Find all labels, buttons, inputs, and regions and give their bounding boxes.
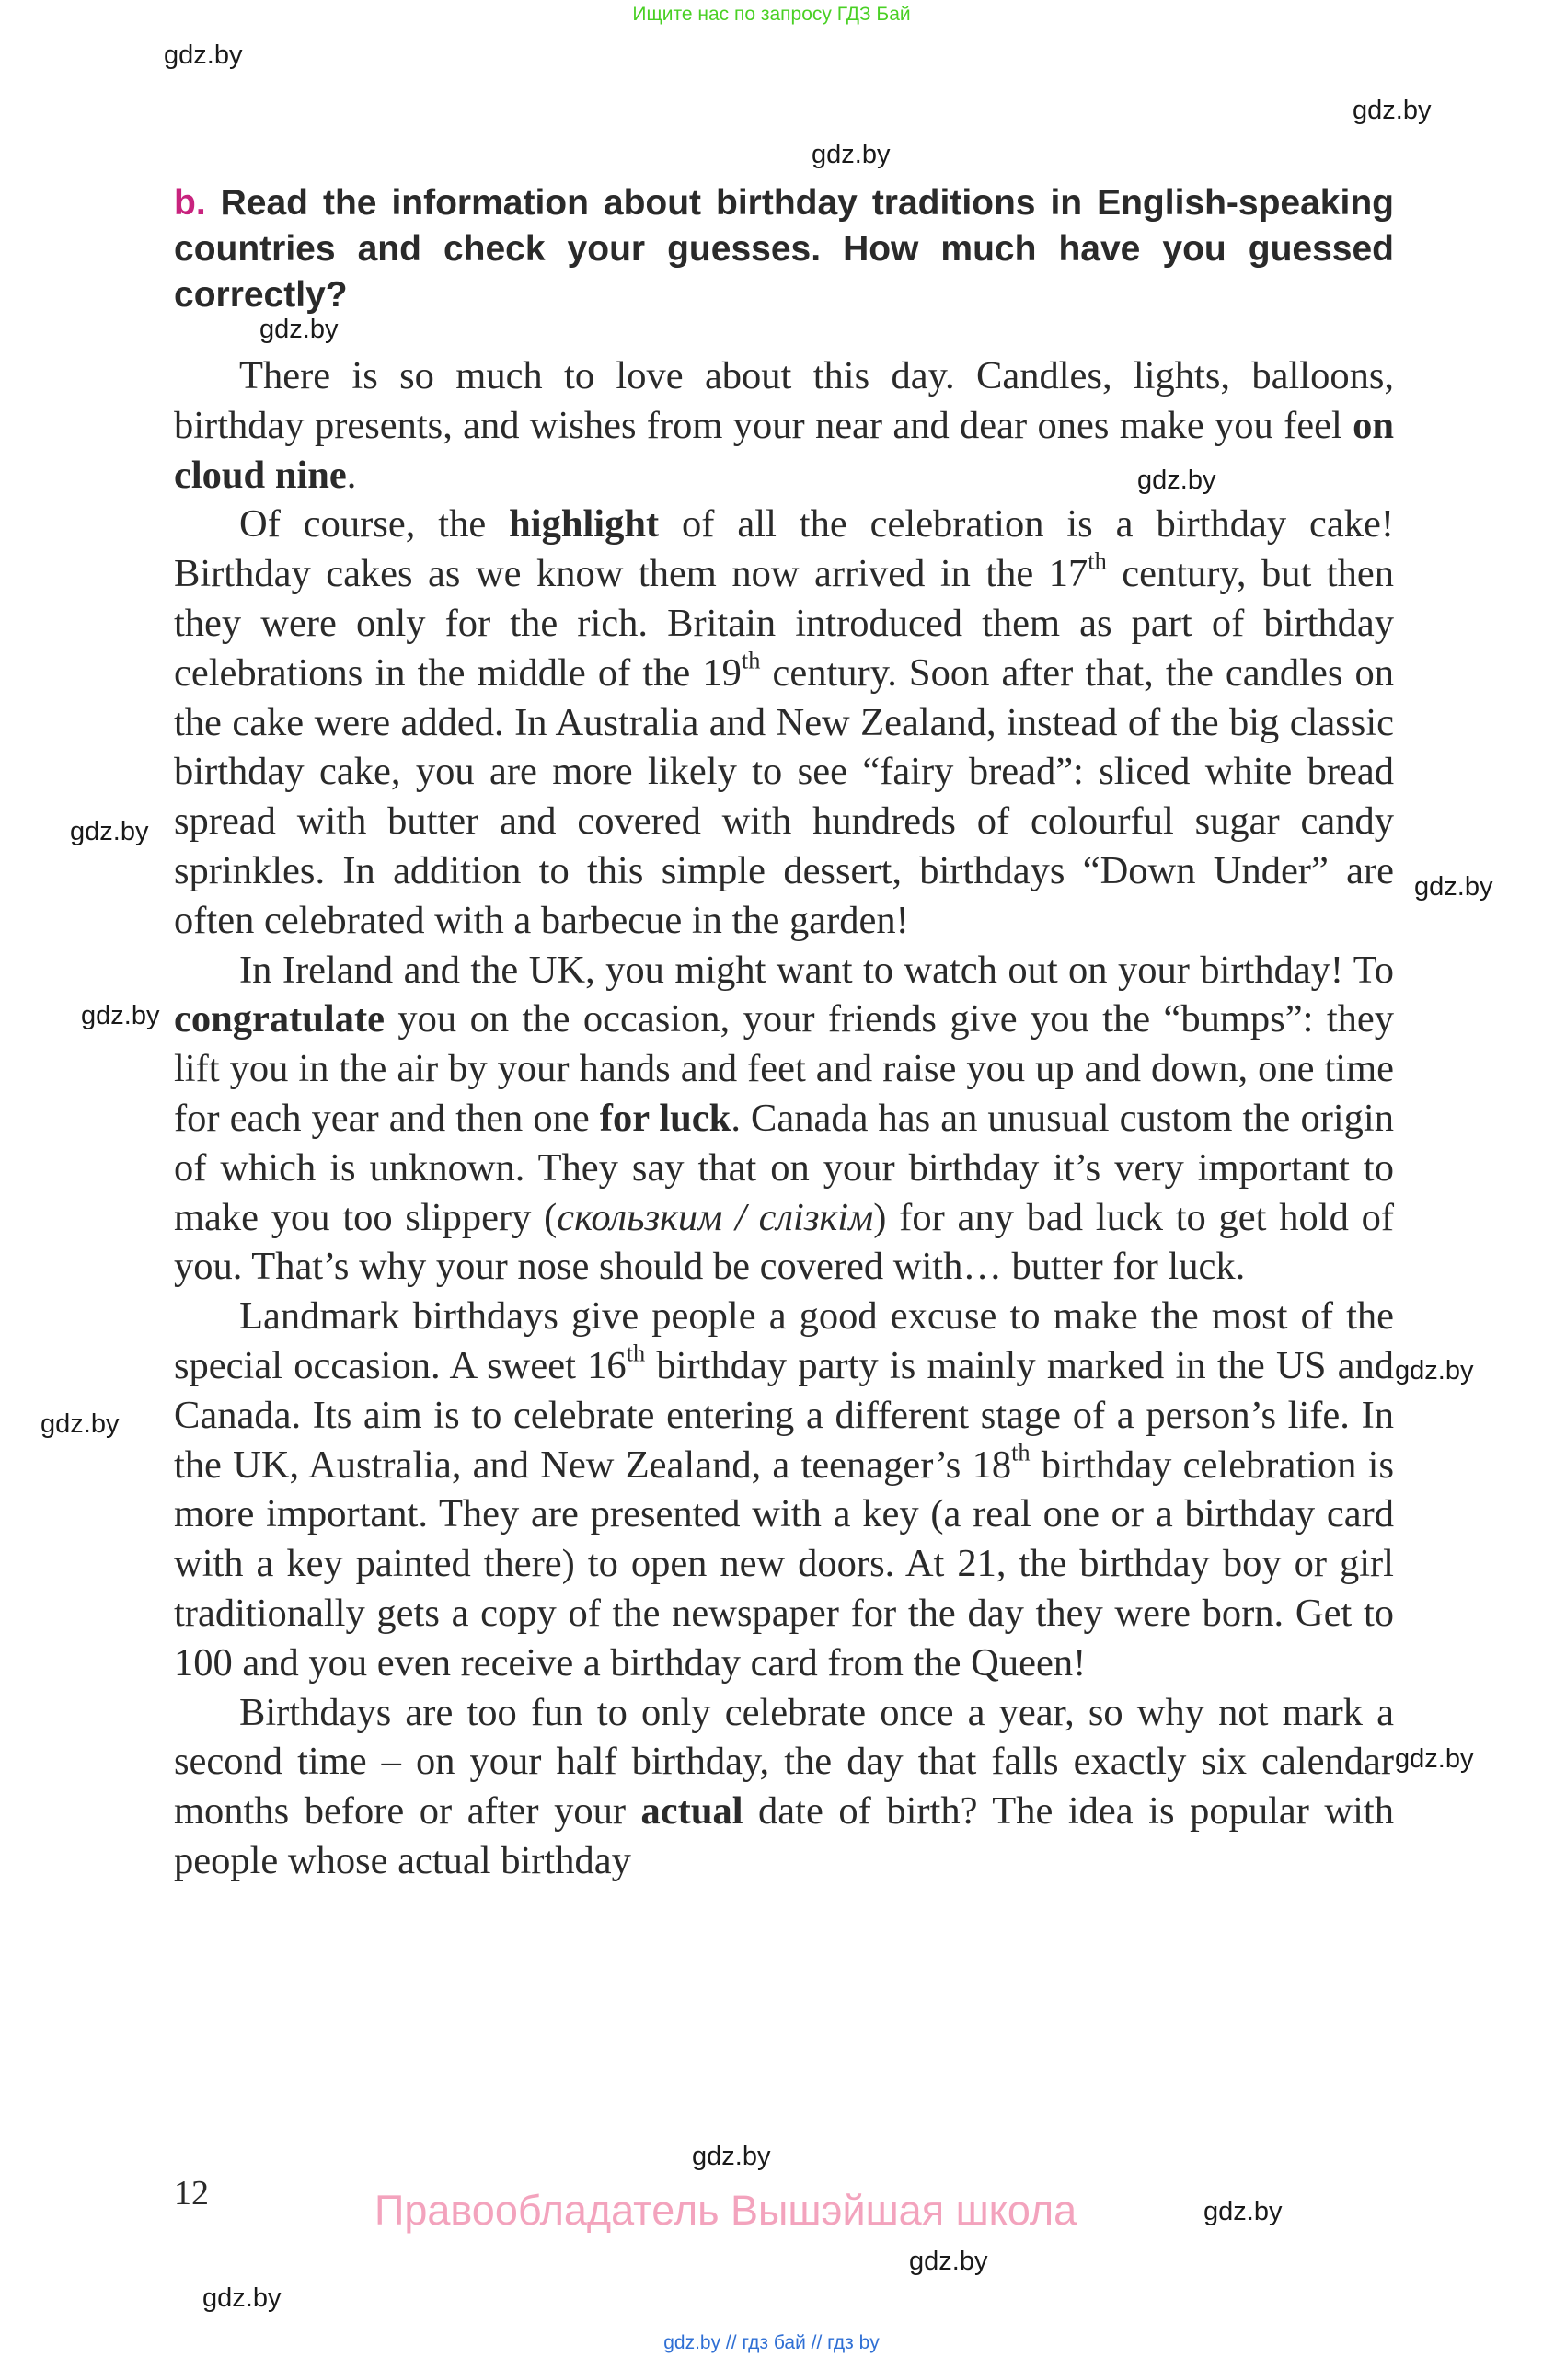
text-run: birthday party is mainly marked in the US and Canada. Its aim is to celebrate entering a different stage of a person’s life. In the UK, Australia, and New Zealand, a teenager’s 18 <box>174 1343 1395 1487</box>
watermark: gdz.by <box>70 817 149 846</box>
translation: скользким / слізкім <box>557 1195 874 1239</box>
text-run: of all the celebration is a birthday cake! Birthday cakes as we know them now arrived in the 17 <box>174 502 1395 596</box>
watermark: gdz.by <box>81 1001 160 1030</box>
paragraph-2 <box>174 500 1394 945</box>
text-run: Of course, the <box>239 502 510 546</box>
watermark: gdz.by <box>259 315 339 344</box>
text-run: ) for any bad luck to get hold of you. That’s why your nose should be covered with… butter for luck. <box>174 1195 1394 1289</box>
watermark: gdz.by <box>1137 466 1216 495</box>
task-text: Read the information about birthday traditions in English-speaking countries and check your guesses. How much have you guessed correctly? <box>174 183 1394 315</box>
paragraph-4 <box>174 1292 1394 1687</box>
ordinal-suffix: th <box>1011 1439 1031 1466</box>
watermark: gdz.by <box>202 2283 282 2313</box>
text-run: . <box>346 453 357 497</box>
text-run: Birthdays are too fun to only celebrate once a year, so why not mark a second time – on your half birthday, the day that falls exactly six calendar months before or after your <box>174 1690 1394 1834</box>
key-phrase: highlight <box>509 502 660 546</box>
text-run: you on the occasion, your friends give you the “bumps”: they lift you in the air by your hands and feet and raise you up and down, one time for each year and then one <box>174 997 1394 1140</box>
task-letter: b. <box>174 183 206 223</box>
rights-holder-notice: Правообладатель Вышэйшая школа <box>374 2187 1077 2234</box>
watermark: gdz.by <box>692 2142 771 2171</box>
text-run: birthday celebration is more important. They are presented with a key (a real one or a birthday card with a key painted there) to open new doors. At 21, the birthday boy or girl traditionally gets a copy of the newspaper for the day they were born. Get to 100 and you even receive a birthday card from the Queen! <box>174 1443 1395 1684</box>
ordinal-suffix: th <box>741 647 761 674</box>
paragraph-3 <box>174 946 1394 1293</box>
text-run: There is so much to love about this day. Candles, lights, balloons, birthday presents, and wishes from your near and dear ones make you feel <box>174 354 1394 447</box>
text-run: century, but then they were only for the rich. Britain introduced them as part of birthday celebrations in the middle of the 19 <box>174 552 1394 695</box>
ordinal-suffix: th <box>626 1339 646 1367</box>
paragraph-5 <box>174 1688 1394 1886</box>
footer-links[interactable]: gdz.by // гдз бай // гдз by <box>663 2332 880 2353</box>
watermark: gdz.by <box>40 1409 120 1439</box>
watermark: gdz.by <box>909 2247 988 2276</box>
text-run: century. Soon after that, the candles on the cake were added. In Australia and New Zealand, instead of the big classic birthday cake, you are more likely to see “fairy bread”: sliced white bread spread with butter and covered with hundreds of colourful sugar candy sprinkles. In addition to this simple dessert, birthdays “Down Under” are often celebrated with a barbecue in the garden! <box>174 650 1394 942</box>
key-phrase: actual <box>640 1789 743 1834</box>
watermark: gdz.by <box>1414 872 1493 902</box>
article-text <box>174 351 1394 1886</box>
text-run: In Ireland and the UK, you might want to watch out on your birthday! To <box>239 948 1394 992</box>
page-number: 12 <box>174 2174 209 2213</box>
watermark: gdz.by <box>164 40 243 70</box>
key-phrase: congratulate <box>174 997 385 1041</box>
watermark: gdz.by <box>1353 96 1432 125</box>
watermark: gdz.by <box>1395 1356 1474 1385</box>
paragraph-1 <box>174 351 1394 500</box>
key-phrase: on cloud nine <box>174 403 1394 497</box>
key-phrase: for luck <box>599 1096 731 1140</box>
task-instruction <box>174 180 1394 318</box>
text-run: Landmark birthdays give people a good excuse to make the most of the special occasion. A sweet 16 <box>174 1294 1394 1387</box>
ordinal-suffix: th <box>1088 547 1107 575</box>
text-run: . Canada has an unusual custom the origin of which is unknown. They say that on your birthday it’s very important to make you too slippery ( <box>174 1096 1394 1239</box>
text-run: date of birth? The idea is popular with people whose actual birthday <box>174 1789 1394 1882</box>
top-banner[interactable]: Ищите нас по запросу ГДЗ Бай <box>632 4 911 25</box>
watermark: gdz.by <box>1203 2197 1283 2226</box>
watermark: gdz.by <box>812 140 891 169</box>
watermark: gdz.by <box>1395 1744 1474 1774</box>
